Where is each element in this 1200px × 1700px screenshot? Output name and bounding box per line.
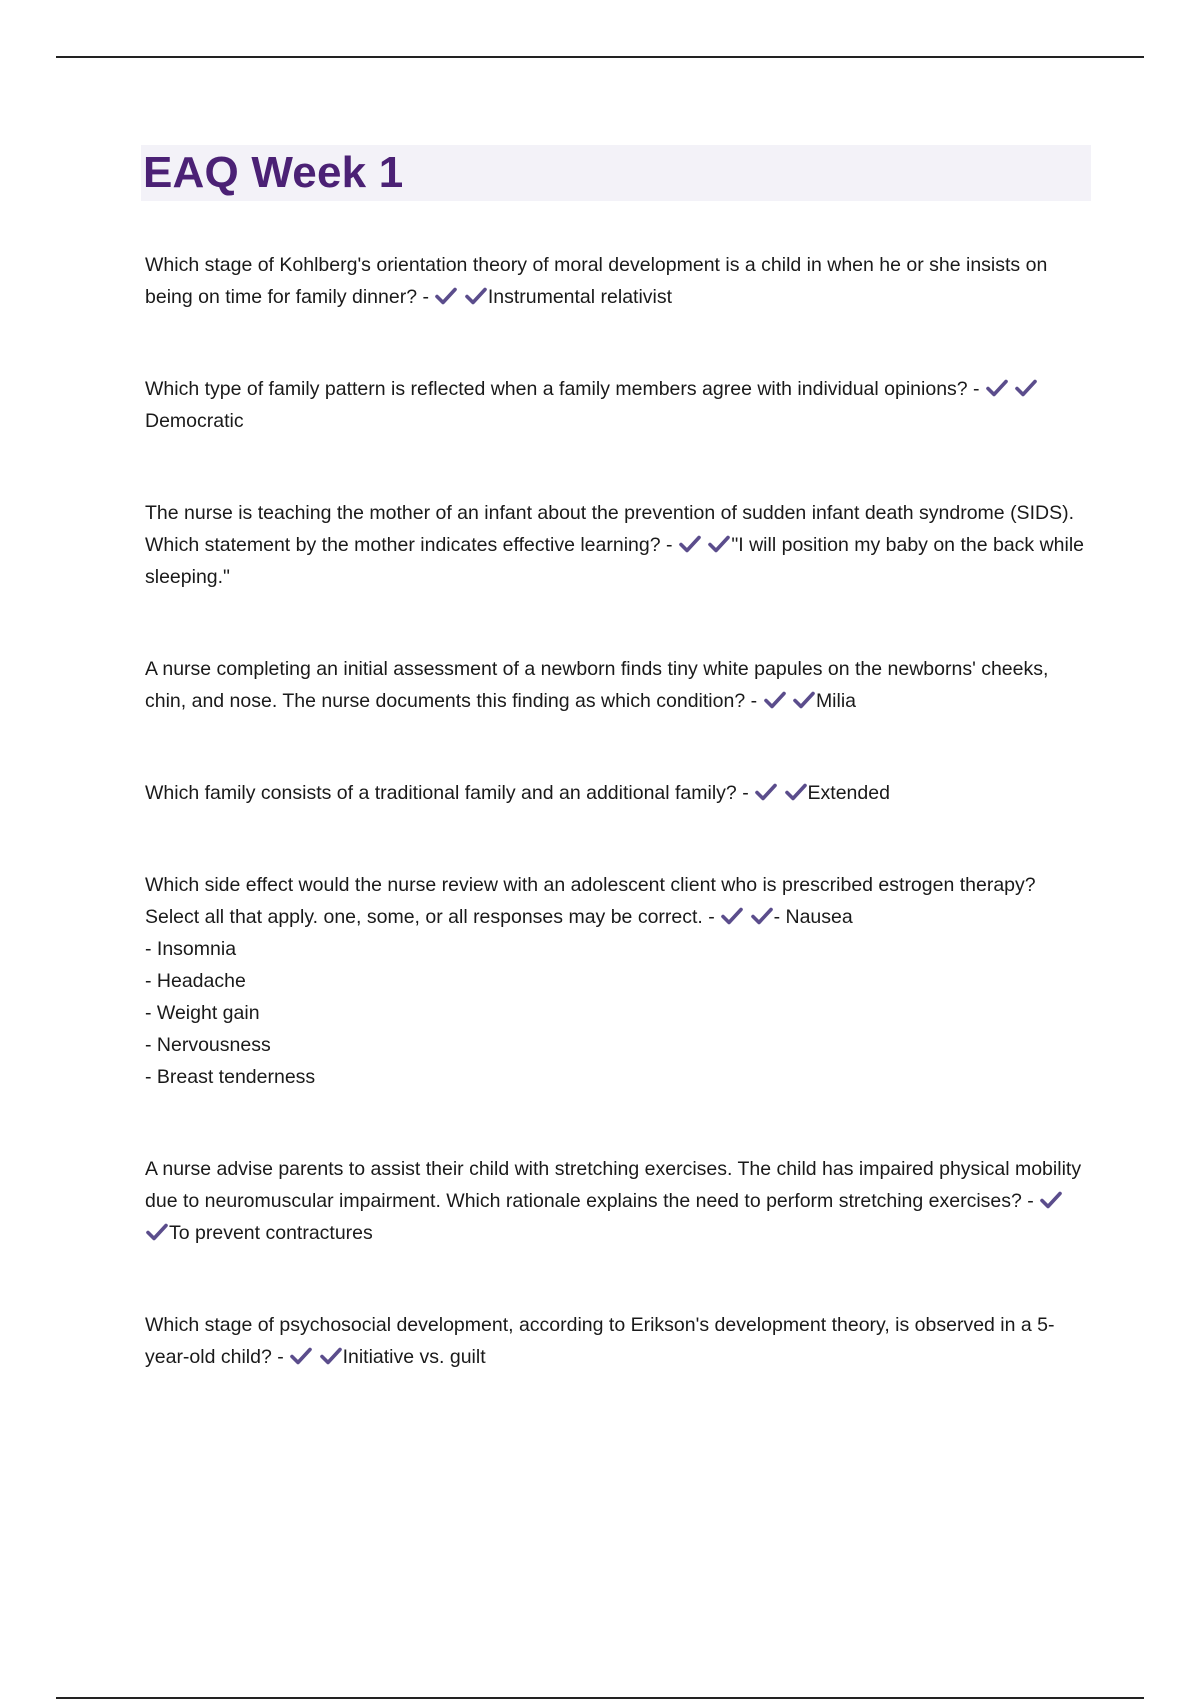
answer-text: To prevent contractures xyxy=(169,1222,373,1244)
question-text: Which stage of Kohlberg's orientation theory of moral development is a child in when he or she insists on being on time for family dinner? - xyxy=(145,254,1048,308)
qa-line xyxy=(145,653,1092,717)
question-text: A nurse completing an initial assessment of a newborn finds tiny white papules on the newborns' cheeks, chin, and nose. The nurse documents this finding as which condition? - xyxy=(145,658,1049,712)
page-title: EAQ Week 1 xyxy=(143,148,404,197)
answer-text: Extended xyxy=(807,782,890,804)
qa-item xyxy=(145,869,1092,1093)
checkmark-icon xyxy=(464,286,488,306)
checkmark-icon xyxy=(750,906,774,926)
top-rule xyxy=(56,56,1144,58)
qa-line xyxy=(145,777,1092,809)
checkmark-icon xyxy=(720,906,744,926)
document-body xyxy=(145,145,1092,1433)
qa-item xyxy=(145,249,1092,313)
title-band xyxy=(141,145,1091,201)
question-text: Which type of family pattern is reflected when a family members agree with individual opinions? - xyxy=(145,378,985,400)
answer-list-item: - Breast tenderness xyxy=(145,1066,316,1088)
qa-line xyxy=(145,869,1092,933)
qa-line xyxy=(145,1153,1092,1249)
checkmark-icon xyxy=(763,690,787,710)
qa-item xyxy=(145,777,1092,809)
qa-item xyxy=(145,373,1092,437)
qa-item xyxy=(145,497,1092,593)
qa-line xyxy=(145,1309,1092,1373)
checkmark-icon xyxy=(319,1346,343,1366)
answer-text: Initiative vs. guilt xyxy=(342,1346,486,1368)
answer-list-item: - Headache xyxy=(145,970,246,992)
checkmark-icon xyxy=(754,782,778,802)
question-text: Which family consists of a traditional family and an additional family? - xyxy=(145,782,755,804)
checkmark-icon xyxy=(289,1346,313,1366)
question-text: Which side effect would the nurse review with an adolescent client who is prescribed estrogen therapy? Select all that apply. one, some, or all responses may be correct. - xyxy=(145,874,1036,928)
answer-text: Instrumental relativist xyxy=(487,286,673,308)
answer-list-item: - Insomnia xyxy=(145,938,237,960)
checkmark-icon xyxy=(434,286,458,306)
qa-list xyxy=(145,249,1092,1373)
qa-line xyxy=(145,373,1092,437)
answer-text: Milia xyxy=(815,690,857,712)
checkmark-icon xyxy=(145,1222,169,1242)
qa-item xyxy=(145,653,1092,717)
answer-list-item: - Nervousness xyxy=(145,1034,271,1056)
checkmark-icon xyxy=(985,378,1009,398)
qa-line xyxy=(145,497,1092,593)
qa-item xyxy=(145,1153,1092,1249)
answer-text: Democratic xyxy=(145,410,244,432)
checkmark-icon xyxy=(1014,378,1038,398)
answer-text: "I will position my baby on the back while sleeping." xyxy=(145,534,1085,588)
question-text: Which stage of psychosocial development, according to Erikson's development theory, is observed in a 5-year-old child? - xyxy=(145,1314,1055,1368)
checkmark-icon xyxy=(707,534,731,554)
qa-line xyxy=(145,249,1092,313)
question-text: The nurse is teaching the mother of an infant about the prevention of sudden infant death syndrome (SIDS). Which statement by the mother indicates effective learning? - xyxy=(145,502,1074,556)
bottom-rule xyxy=(56,1697,1144,1699)
answer-text: - Nausea xyxy=(773,906,853,928)
qa-item xyxy=(145,1309,1092,1373)
checkmark-icon xyxy=(1039,1190,1063,1210)
answer-list-item: - Weight gain xyxy=(145,1002,260,1024)
checkmark-icon xyxy=(678,534,702,554)
question-text: A nurse advise parents to assist their child with stretching exercises. The child has impaired physical mobility due to neuromuscular impairment. Which rationale explains the need to perform stretching exercises? - xyxy=(145,1158,1082,1212)
checkmark-icon xyxy=(792,690,816,710)
checkmark-icon xyxy=(784,782,808,802)
